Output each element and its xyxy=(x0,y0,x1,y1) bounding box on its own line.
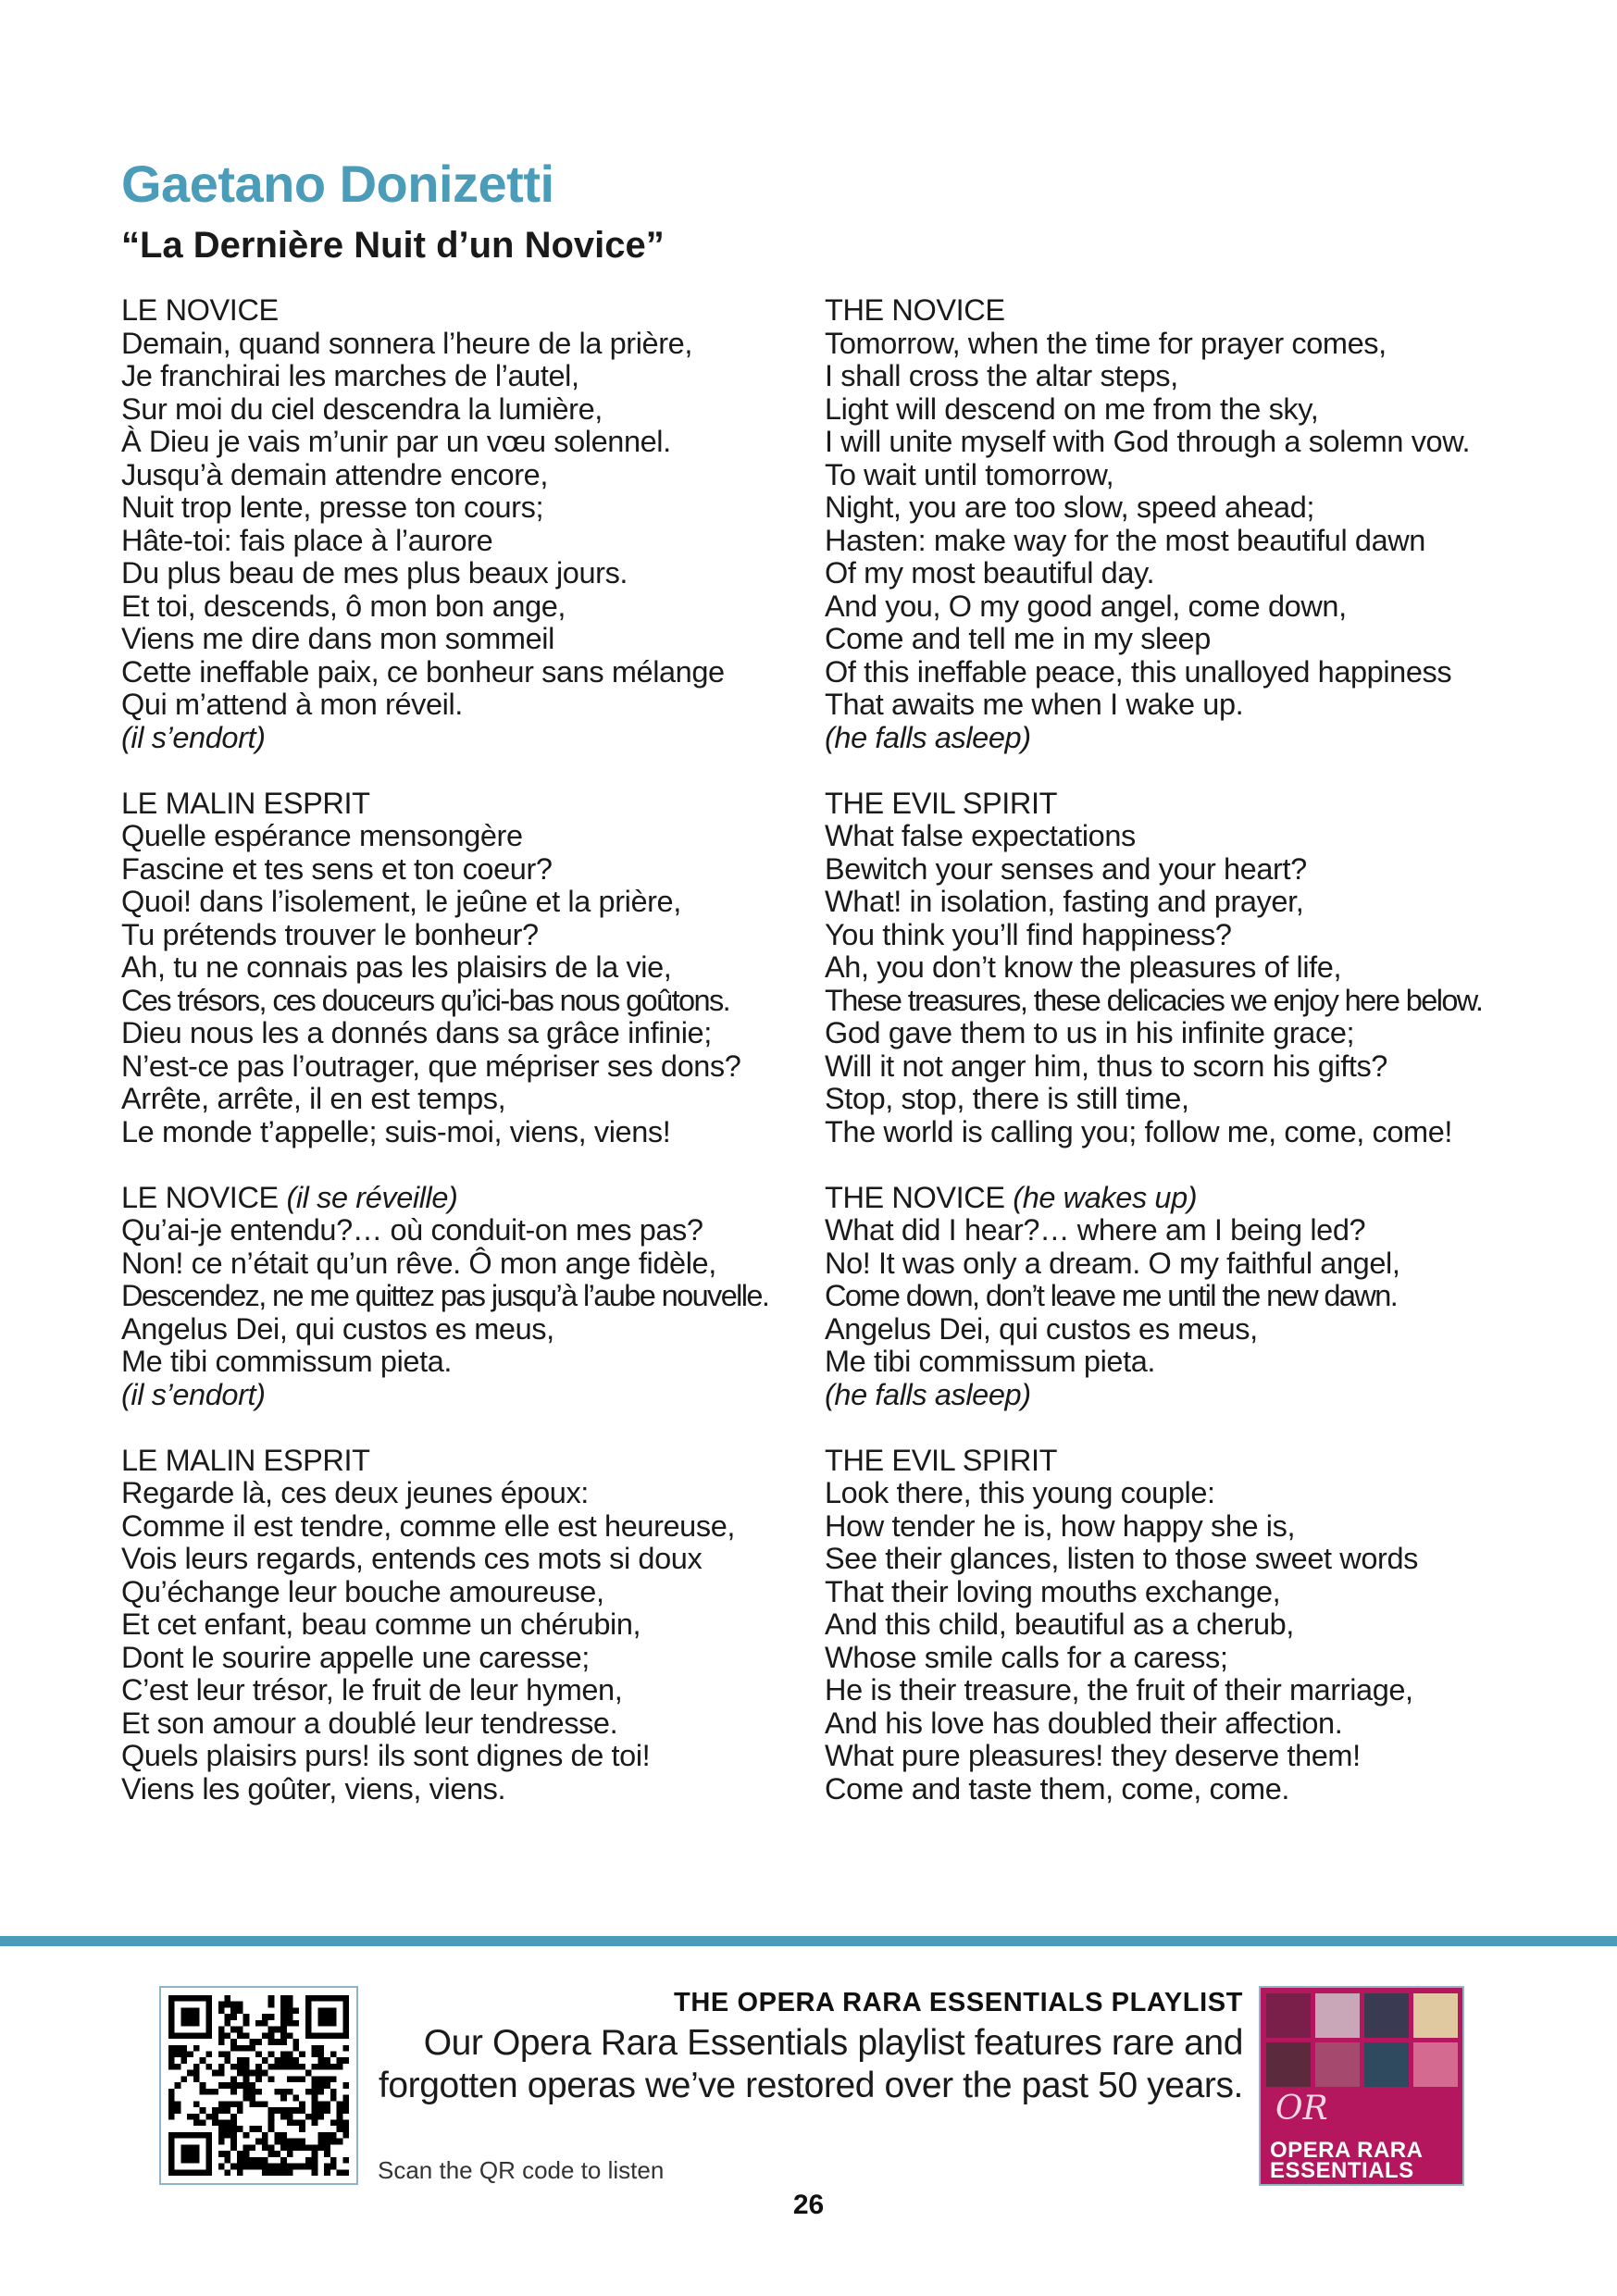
speaker-heading xyxy=(121,1182,825,1215)
lyric-line: Et cet enfant, beau comme un chérubin, xyxy=(121,1607,641,1641)
speaker-heading xyxy=(825,788,1584,821)
cover-brand-line-1: OPERA RARA xyxy=(1270,2138,1424,2163)
lyric-line: Tu prétends trouver le bonheur? xyxy=(121,917,539,951)
lyric-line: C’est leur trésor, le fruit de leur hymen, xyxy=(121,1673,623,1706)
lyric-line: Light will descend on me from the sky, xyxy=(825,391,1319,426)
stage-direction: (il s’endort) xyxy=(121,1377,266,1411)
album-thumbnail xyxy=(1364,1993,1409,2038)
english-stanza xyxy=(825,294,1584,754)
lyric-line: Cette ineffable paix, ce bonheur sans mélange xyxy=(121,654,725,689)
lyric-line: Comme il est tendre, comme elle est heureuse, xyxy=(121,1508,735,1543)
lyric-line: Come and tell me in my sleep xyxy=(825,622,1211,655)
page-number: 26 xyxy=(792,2190,825,2220)
album-thumbnail xyxy=(1315,2042,1360,2087)
lyric-line: Whose smile calls for a caress; xyxy=(825,1640,1228,1674)
album-thumbnail xyxy=(1266,1993,1311,2038)
lyric-line: What! in isolation, fasting and prayer, xyxy=(825,885,1304,918)
stage-direction: (il se réveille) xyxy=(286,1180,458,1214)
english-stanza xyxy=(825,788,1584,1149)
english-stanza xyxy=(825,1182,1584,1412)
lyric-line: Stop, stop, there is still time, xyxy=(825,1082,1189,1115)
lyric-line: Tomorrow, when the time for prayer comes, xyxy=(825,326,1387,360)
lyric-line: Hasten: make way for the most beautiful dawn xyxy=(825,523,1425,557)
playlist-cover-image[interactable] xyxy=(1259,1986,1464,2186)
french-stanza xyxy=(121,294,825,754)
lyric-line: Jusqu’à demain attendre encore, xyxy=(121,457,548,491)
lyric-line: No! It was only a dream. O my faithful angel, xyxy=(825,1246,1400,1280)
speaker-name: THE NOVICE xyxy=(825,1180,1005,1214)
speaker-name: THE NOVICE xyxy=(825,293,1005,327)
french-stanza xyxy=(121,788,825,1149)
lyric-line: Of this ineffable peace, this unalloyed happiness xyxy=(825,654,1452,689)
english-stanza xyxy=(825,1445,1584,1806)
speaker-heading xyxy=(121,294,825,328)
lyric-line: N’est-ce pas l’outrager, que mépriser ses dons? xyxy=(121,1049,741,1083)
lyric-line: Qui m’attend à mon réveil. xyxy=(121,688,463,721)
album-thumbnail xyxy=(1364,2042,1409,2087)
lyric-line: Hâte-toi: fais place à l’aurore xyxy=(121,523,493,557)
lyric-line: See their glances, listen to those sweet words xyxy=(825,1542,1418,1575)
album-thumbnail xyxy=(1315,1993,1360,2038)
lyric-line: To wait until tomorrow, xyxy=(825,457,1114,491)
speaker-heading xyxy=(121,788,825,821)
album-thumbnail xyxy=(1266,2042,1311,2087)
lyric-line: Vois leurs regards, entends ces mots si doux xyxy=(121,1542,703,1575)
lyric-line: Qu’échange leur bouche amoureuse, xyxy=(121,1574,604,1608)
lyric-line: Arrête, arrête, il en est temps, xyxy=(121,1082,506,1115)
lyric-line: Fascine et tes sens et ton coeur? xyxy=(121,851,553,886)
lyric-line: Descendez, ne me quittez pas jusqu’à l’aube nouvelle. xyxy=(121,1279,769,1312)
lyric-line: Viens me dire dans mon sommeil xyxy=(121,622,554,655)
speaker-heading xyxy=(825,294,1584,328)
stage-direction: (he falls asleep) xyxy=(825,720,1031,754)
lyric-line: Je franchirai les marches de l’autel, xyxy=(121,359,579,392)
lyric-line: God gave them to us in his infinite grace; xyxy=(825,1016,1355,1049)
lyric-line: I shall cross the altar steps, xyxy=(825,359,1178,392)
speaker-name: LE NOVICE xyxy=(121,1180,279,1214)
lyric-line: Qu’ai-je entendu?… où conduit-on mes pas? xyxy=(121,1213,703,1247)
lyric-line: Angelus Dei, qui custos es meus, xyxy=(121,1311,554,1346)
cover-brand-line-2: ESSENTIALS xyxy=(1270,2158,1414,2183)
french-stanza xyxy=(121,1182,825,1412)
lyric-line: Come and taste them, come, come. xyxy=(825,1771,1290,1806)
lyric-line: What did I hear?… where am I being led? xyxy=(825,1213,1366,1247)
lyric-line: Angelus Dei, qui custos es meus, xyxy=(825,1311,1258,1346)
scan-instruction: Scan the QR code to listen xyxy=(378,2156,665,2184)
lyric-line: Sur moi du ciel descendra la lumière, xyxy=(121,391,603,426)
footer-divider xyxy=(0,1936,1617,1946)
playlist-description-line-2: forgotten operas we’ve restored over the past 50 years. xyxy=(378,2066,1243,2105)
lyric-line: And his love has doubled their affection. xyxy=(825,1706,1343,1740)
speaker-name: LE MALIN ESPRIT xyxy=(121,1443,370,1477)
lyric-line: Demain, quand sonnera l’heure de la prière, xyxy=(121,326,692,360)
french-lyrics-column xyxy=(121,294,825,1839)
english-lyrics-column xyxy=(825,294,1584,1839)
lyric-line: That their loving mouths exchange, xyxy=(825,1574,1281,1608)
lyric-line: Viens les goûter, viens, viens. xyxy=(121,1771,506,1806)
speaker-heading xyxy=(121,1445,825,1478)
speaker-name: THE EVIL SPIRIT xyxy=(825,786,1058,820)
lyric-line: Of my most beautiful day. xyxy=(825,556,1155,590)
lyric-line: And this child, beautiful as a cherub, xyxy=(825,1607,1294,1641)
speaker-name: LE NOVICE xyxy=(121,293,279,327)
playlist-description-line-1: Our Opera Rara Essentials playlist features rare and xyxy=(423,2023,1243,2063)
lyric-line: Dieu nous les a donnés dans sa grâce infinie; xyxy=(121,1016,712,1049)
lyric-line: You think you’ll find happiness? xyxy=(825,917,1232,951)
speaker-name: LE MALIN ESPRIT xyxy=(121,786,370,820)
album-thumbnail xyxy=(1413,2042,1458,2087)
lyric-line: À Dieu je vais m’unir par un vœu solennel. xyxy=(121,425,671,458)
lyric-line: How tender he is, how happy she is, xyxy=(825,1508,1296,1543)
lyric-line: Et toi, descends, ô mon bon ange, xyxy=(121,589,566,623)
speaker-heading xyxy=(825,1182,1584,1215)
lyric-line: He is their treasure, the fruit of their marriage, xyxy=(825,1673,1413,1706)
lyric-line: Bewitch your senses and your heart? xyxy=(825,851,1307,886)
work-title: “La Dernière Nuit d’un Novice” xyxy=(121,225,665,266)
lyric-line: Regarde là, ces deux jeunes époux: xyxy=(121,1476,589,1509)
lyric-line: Ah, tu ne connais pas les plaisirs de la vie, xyxy=(121,950,672,984)
album-thumbnail xyxy=(1413,1993,1458,2038)
lyric-line: Me tibi commissum pieta. xyxy=(825,1345,1156,1378)
lyric-line: Du plus beau de mes plus beaux jours. xyxy=(121,556,628,590)
playlist-title: THE OPERA RARA ESSENTIALS PLAYLIST xyxy=(674,1988,1243,2017)
lyric-line: Look there, this young couple: xyxy=(825,1476,1215,1509)
lyric-line: Quels plaisirs purs! ils sont dignes de toi! xyxy=(121,1739,651,1772)
stage-direction: (he wakes up) xyxy=(1013,1180,1198,1214)
opera-rara-logo: OR xyxy=(1275,2090,1328,2128)
speaker-name: THE EVIL SPIRIT xyxy=(825,1443,1058,1477)
lyric-line: And you, O my good angel, come down, xyxy=(825,589,1347,623)
lyric-line: Me tibi commissum pieta. xyxy=(121,1345,453,1378)
lyric-line: Quoi! dans l’isolement, le jeûne et la prière, xyxy=(121,885,681,918)
lyric-line: Non! ce n’était qu’un rêve. Ô mon ange fidèle, xyxy=(121,1246,716,1280)
stage-direction: (he falls asleep) xyxy=(825,1377,1031,1411)
lyric-line: That awaits me when I wake up. xyxy=(825,688,1244,721)
lyric-line: What false expectations xyxy=(825,819,1136,852)
lyric-line: Come down, don’t leave me until the new dawn. xyxy=(825,1279,1398,1312)
lyric-line: Quelle espérance mensongère xyxy=(121,819,523,852)
lyric-line: The world is calling you; follow me, come, come! xyxy=(825,1114,1453,1148)
lyric-line: Ces trésors, ces douceurs qu’ici-bas nous goûtons. xyxy=(121,983,730,1017)
lyric-line: These treasures, these delicacies we enjoy here below. xyxy=(825,983,1483,1017)
lyric-line: Nuit trop lente, presse ton cours; xyxy=(121,490,544,524)
lyric-line: Le monde t’appelle; suis-moi, viens, viens! xyxy=(121,1114,671,1148)
stage-direction: (il s’endort) xyxy=(121,720,266,754)
speaker-heading xyxy=(825,1445,1584,1478)
lyric-line: Will it not anger him, thus to scorn his gifts? xyxy=(825,1049,1387,1083)
qr-code-icon[interactable] xyxy=(159,1986,358,2185)
lyric-line: I will unite myself with God through a solemn vow. xyxy=(825,425,1471,458)
qr-code-graphic xyxy=(168,1995,349,2176)
lyric-line: Night, you are too slow, speed ahead; xyxy=(825,490,1315,524)
lyric-line: What pure pleasures! they deserve them! xyxy=(825,1739,1361,1772)
lyric-line: Dont le sourire appelle une caresse; xyxy=(121,1640,590,1674)
french-stanza xyxy=(121,1445,825,1806)
lyric-line: Et son amour a doublé leur tendresse. xyxy=(121,1706,618,1740)
composer-name: Gaetano Donizetti xyxy=(121,155,554,213)
lyric-line: Ah, you don’t know the pleasures of life, xyxy=(825,950,1342,984)
